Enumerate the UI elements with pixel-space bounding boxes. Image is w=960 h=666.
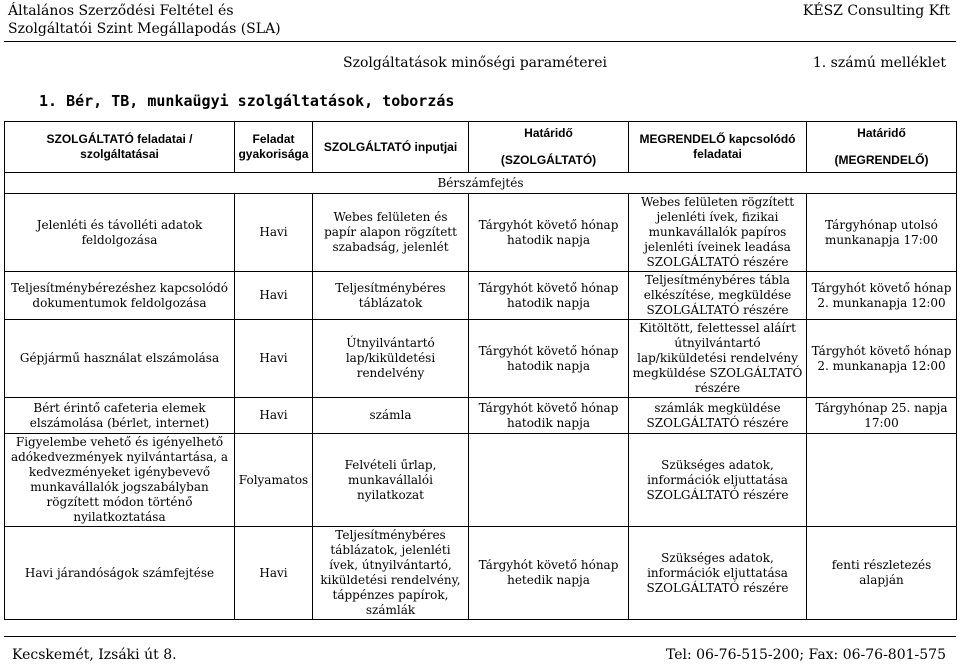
cell-client-deadline: fenti részletezés alapján: [807, 527, 957, 620]
cell-inputs: Útnyilvántartó lap/kiküldetési rendelvény: [313, 320, 469, 398]
cell-provider-deadline: Tárgyhót követő hónap hatodik napja: [469, 398, 629, 434]
cell-inputs: Teljesítménybéres táblázatok, jelenléti ívek, útnyilvántartó, kiküldetési rendelvény, táppénzes papírok, számlák: [313, 527, 469, 620]
document-header-title: [8, 2, 281, 38]
cell-client-tasks: Szükséges adatok, információk eljuttatása SZOLGÁLTATÓ részére: [629, 527, 807, 620]
footer-address: Kecskemét, Izsáki út 8.: [12, 647, 177, 663]
section-title: 1. Bér, TB, munkaügyi szolgáltatások, toborzás: [39, 92, 455, 110]
cell-client-tasks: számlák megküldése SZOLGÁLTATÓ részére: [629, 398, 807, 434]
cell-inputs: Teljesítménybéres táblázatok: [313, 272, 469, 320]
cell-task: Jelenléti és távolléti adatok feldolgozása: [5, 194, 235, 272]
cell-provider-deadline: Tárgyhót követő hónap hatodik napja: [469, 320, 629, 398]
cell-client-deadline: Tárgyhónap utolsó munkanapja 17:00: [807, 194, 957, 272]
cell-client-deadline: [807, 434, 957, 527]
table-row: [5, 398, 957, 434]
group-label-payroll: Bérszámfejtés: [5, 173, 957, 194]
table-header-row: [5, 122, 957, 173]
cell-provider-deadline: Tárgyhót követő hónap hatodik napja: [469, 194, 629, 272]
cell-client-deadline: Tárgyhónap 25. napja 17:00: [807, 398, 957, 434]
header-title-line1: Általános Szerződési Feltétel és: [8, 3, 234, 19]
cell-inputs: számla: [313, 398, 469, 434]
cell-frequency: Havi: [235, 527, 313, 620]
header-title-line2: Szolgáltatói Szint Megállapodás (SLA): [8, 21, 281, 37]
cell-frequency: Folyamatos: [235, 434, 313, 527]
header-frequency: Feladat gyakorisága: [235, 122, 313, 173]
cell-provider-deadline: Tárgyhót követő hónap hatodik napja: [469, 272, 629, 320]
header-client-tasks: MEGRENDELŐ kapcsolódó feladatai: [629, 122, 807, 173]
service-parameters-table: [4, 121, 957, 620]
cell-frequency: Havi: [235, 272, 313, 320]
header-deadline-label: Határidő: [857, 126, 906, 140]
cell-task: Teljesítménybérezéshez kapcsolódó dokumentumok feldolgozása: [5, 272, 235, 320]
cell-client-tasks: Webes felületen rögzített jelenléti ívek, fizikai munkavállalók papíros jelenléti íveinek leadása SZOLGÁLTATÓ részére: [629, 194, 807, 272]
footer-divider: [4, 636, 956, 637]
cell-client-tasks: Kitöltött, felettessel aláírt útnyilvántartó lap/kiküldetési rendelvény megküldése SZOLGÁLTATÓ részére: [629, 320, 807, 398]
cell-task: Bért érintő cafeteria elemek elszámolása (bérlet, internet): [5, 398, 235, 434]
header-deadline-label: Határidő: [524, 126, 573, 140]
cell-task: Figyelembe vehető és igényelhető adókedvezmények nyilvántartása, a kedvezményeket igénybevevő munkavállalók jogszabályban rögzített módon történő nyilatkoztatása: [5, 434, 235, 527]
cell-frequency: Havi: [235, 320, 313, 398]
header-deadline-party: (SZOLGÁLTATÓ): [500, 153, 597, 167]
table-row: [5, 527, 957, 620]
cell-provider-deadline: [469, 434, 629, 527]
table-row: [5, 194, 957, 272]
cell-task: Havi járandóságok számfejtése: [5, 527, 235, 620]
group-row: [5, 173, 957, 194]
cell-client-tasks: Szükséges adatok, információk eljuttatása SZOLGÁLTATÓ részére: [629, 434, 807, 527]
table-row: [5, 434, 957, 527]
header-deadline-party: (MEGRENDELŐ): [834, 153, 929, 167]
page-subtitle: Szolgáltatások minőségi paraméterei: [343, 55, 607, 71]
cell-client-tasks: Teljesítménybéres tábla elkészítése, megküldése SZOLGÁLTATÓ részére: [629, 272, 807, 320]
cell-frequency: Havi: [235, 398, 313, 434]
header-client-deadline: [807, 122, 957, 173]
footer-contact: Tel: 06-76-515-200; Fax: 06-76-801-575: [665, 647, 946, 663]
header-provider-deadline: [469, 122, 629, 173]
company-name: KÉSZ Consulting Kft: [802, 3, 950, 19]
table-row: [5, 272, 957, 320]
header-divider: [4, 41, 956, 42]
header-provider-inputs: SZOLGÁLTATÓ inputjai: [313, 122, 469, 173]
cell-inputs: Felvételi űrlap, munkavállalói nyilatkozat: [313, 434, 469, 527]
table-row: [5, 320, 957, 398]
annex-label: 1. számú melléklet: [812, 55, 946, 71]
cell-inputs: Webes felületen és papír alapon rögzített szabadság, jelenlét: [313, 194, 469, 272]
cell-frequency: Havi: [235, 194, 313, 272]
cell-task: Gépjármű használat elszámolása: [5, 320, 235, 398]
cell-client-deadline: Tárgyhót követő hónap 2. munkanapja 12:00: [807, 272, 957, 320]
cell-client-deadline: Tárgyhót követő hónap 2. munkanapja 12:00: [807, 320, 957, 398]
header-provider-tasks: SZOLGÁLTATÓ feladatai / szolgáltatásai: [5, 122, 235, 173]
cell-provider-deadline: Tárgyhót követő hónap hetedik napja: [469, 527, 629, 620]
